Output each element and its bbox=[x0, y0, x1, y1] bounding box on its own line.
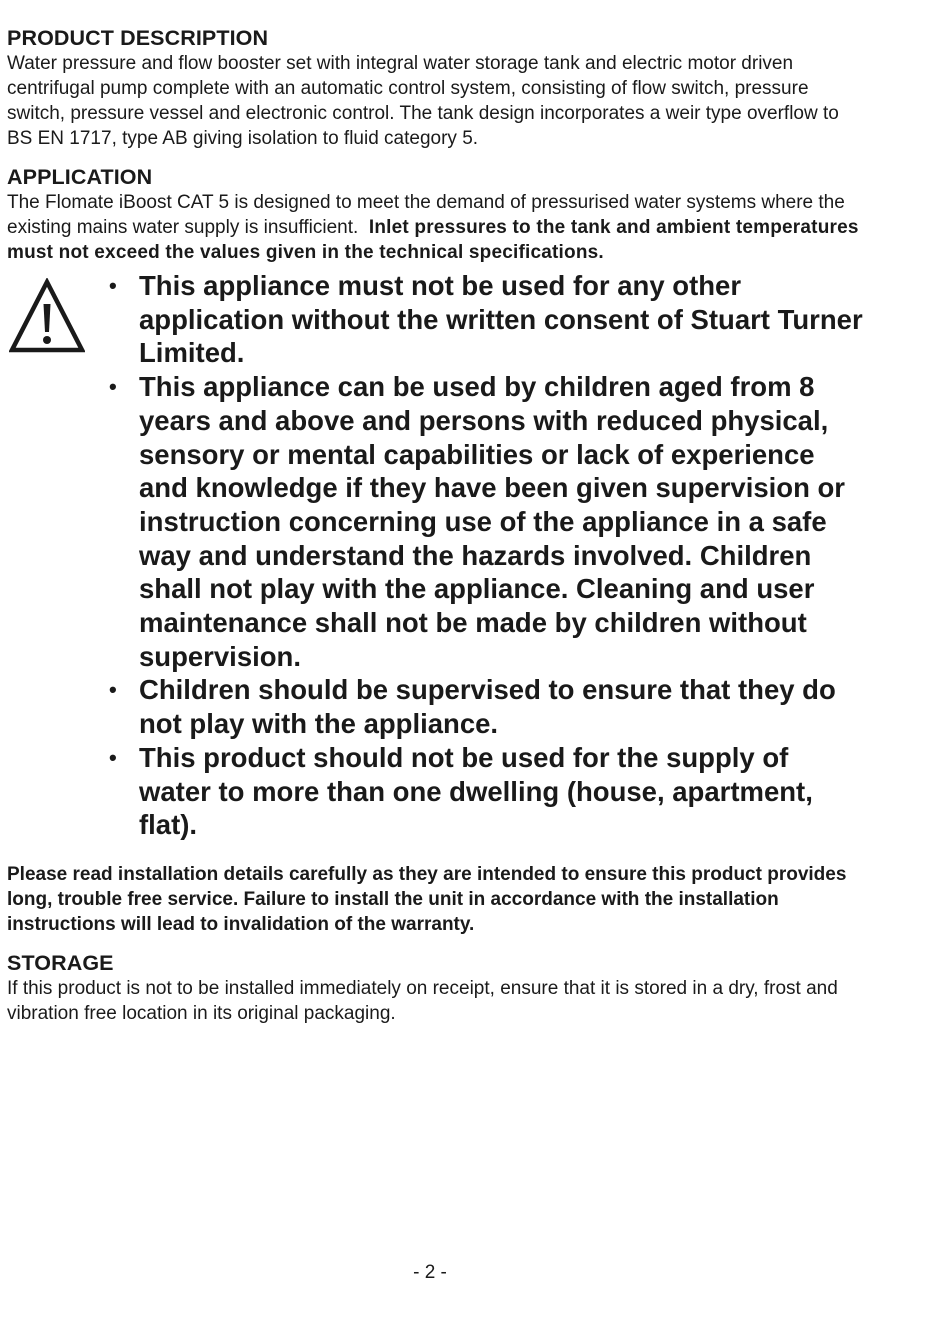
bullet-icon: • bbox=[109, 744, 117, 770]
warning-triangle-icon bbox=[9, 278, 85, 354]
application-plain-text: The Flomate iBoost CAT 5 is designed to meet the demand of pressurised water systems where the existing mains water supply is insufficient. bbox=[7, 192, 845, 238]
document-page bbox=[7, 26, 867, 1040]
warning-item bbox=[109, 673, 867, 740]
storage-heading: STORAGE bbox=[7, 950, 114, 975]
warning-text: This product should not be used for the supply of water to more than one dwelling (house, apartment, flat). bbox=[139, 741, 813, 841]
product-description-text: Water pressure and flow booster set with integral water storage tank and electric motor driven centrifugal pump complete with an automatic control system, consisting of flow switch, pressure switch, pressure vessel and electronic control. The tank design incorporates a weir type overflow to BS EN 1717, type AB giving isolation to fluid category 5. bbox=[7, 53, 839, 149]
installation-notice: Please read installation details carefully as they are intended to ensure this product provides long, trouble free service. Failure to install the unit in accordance with the installation instructions will lead to invalidation of the warranty. bbox=[7, 863, 847, 935]
bullet-icon: • bbox=[109, 374, 117, 400]
application-text bbox=[7, 190, 867, 265]
warnings-block bbox=[7, 269, 867, 842]
warnings-list bbox=[7, 269, 867, 842]
bullet-icon: • bbox=[109, 273, 117, 298]
page-number: - 2 - bbox=[413, 1262, 447, 1283]
warning-item bbox=[109, 269, 867, 370]
warning-item bbox=[109, 370, 867, 673]
warning-text: This appliance can be used by children aged from 8 years and above and persons with reduced physical, sensory or mental capabilities or lack of experience and knowledge if they have been given supervision or instruction concerning use of the appliance in a safe way and understand the hazards involved. Children shall not play with the appliance. Cleaning and user maintenance shall not be made by children without supervision. bbox=[139, 371, 846, 672]
bullet-icon: • bbox=[109, 677, 117, 703]
product-description-section bbox=[7, 26, 867, 151]
product-description-heading: PRODUCT DESCRIPTION bbox=[7, 26, 269, 50]
application-section bbox=[7, 165, 867, 265]
warning-text: This appliance must not be used for any other application without the written consent of Stuart Turner Limited. bbox=[139, 270, 863, 369]
warning-text: Children should be supervised to ensure that they do not play with the appliance. bbox=[139, 674, 836, 740]
application-heading: APPLICATION bbox=[7, 165, 153, 189]
application-bold-text: Inlet pressures to the tank and ambient temperatures must not exceed the values given in the technical specifications. bbox=[7, 217, 859, 263]
warning-item bbox=[109, 741, 867, 842]
storage-section bbox=[7, 951, 867, 1026]
storage-text: If this product is not to be installed immediately on receipt, ensure that it is stored in a dry, frost and vibration free location in its original packaging. bbox=[7, 977, 838, 1024]
